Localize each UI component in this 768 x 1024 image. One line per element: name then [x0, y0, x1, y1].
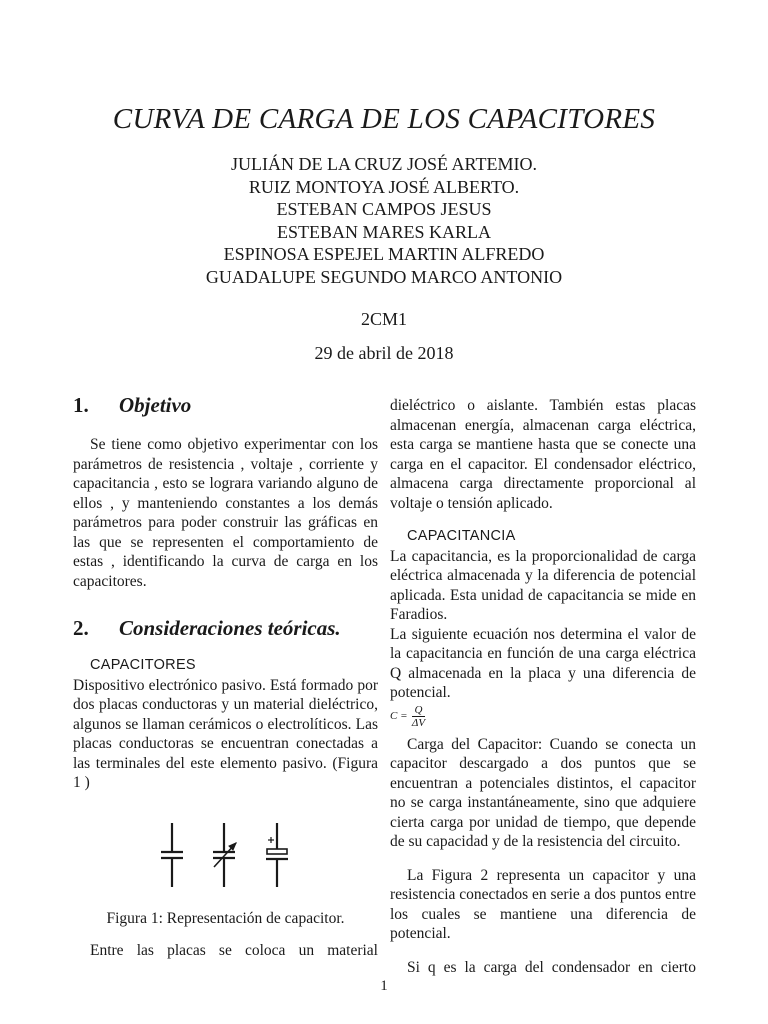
paper-title: CURVA DE CARGA DE LOS CAPACITORES — [112, 103, 656, 135]
right-column — [390, 396, 696, 977]
figura-2-paragraph: La Figura 2 representa un capacitor y una resistencia conectados en serie a dos puntos entre los cuales se mantiene una diferencia de potencial. — [390, 866, 697, 942]
paper-date: 29 de abril de 2018 — [314, 343, 454, 363]
group-code: 2CM1 — [360, 309, 407, 329]
variable-capacitor-symbol — [213, 823, 236, 887]
formula-lhs: C = — [390, 709, 408, 722]
capacitancia-paragraph-2: La siguiente ecuación nos determina el valor de la capacitancia en función de una carga eléctrica Q almacenada en la placa y una diferencia de potencial. — [390, 625, 696, 701]
subheading-capacitores: CAPACITORES — [90, 657, 196, 673]
figure-1-caption: Figura 1: Representación de capacitor. — [106, 909, 345, 927]
fixed-capacitor-symbol — [161, 823, 183, 887]
author-name: GUADALUPE SEGUNDO MARCO ANTONIO — [205, 266, 563, 287]
formula-fraction — [412, 704, 426, 729]
section-number: 2. — [73, 616, 89, 640]
left-column-last-line: Entre las placas se coloca un material — [90, 942, 378, 959]
capacitor-symbols-diagram — [73, 823, 378, 895]
author-name: ESTEBAN MARES KARLA — [276, 221, 491, 242]
left-column — [73, 392, 378, 961]
section-heading-objetivo — [73, 392, 378, 419]
author-name: JULIÁN DE LA CRUZ JOSÉ ARTEMIO. — [231, 154, 537, 174]
section-title: Objetivo — [119, 393, 192, 417]
objetivo-paragraph: Se tiene como objetivo experimentar con los parámetros de resistencia , voltaje , corriente y capacitancia , esto se lograra variando alguno de ellos , y manteniendo constantes a los demás parámetros para poder construir las gráficas en las que se representen el comportamiento de estas , identificando la curva de carga en los capacitores. — [73, 436, 378, 590]
dielectrico-continuation: dieléctrico o aislante. También estas placas almacenan energía, almacenan carga eléctrica, esta carga se mantiene hasta que se conecte una carga en el capacitor. El condensador eléctrico, almacena carga directamente proporcional al voltaje o tensión aplicado. — [390, 397, 696, 512]
section-heading-consideraciones — [73, 615, 378, 642]
capacitor-symbols-figure — [73, 823, 378, 895]
section-number: 1. — [73, 393, 89, 417]
author-name: RUIZ MONTOYA JOSÉ ALBERTO. — [248, 176, 520, 197]
page-number: 1 — [380, 978, 388, 994]
section-title: Consideraciones teóricas. — [119, 616, 341, 640]
carga-capacitor-paragraph: Carga del Capacitor: Cuando se conecta un capacitor descargado a dos puntos que se encuentran a potenciales distintos, el capacitor no se carga instantáneamente, sino que adquiere cierta carga por unidad de tiempo, que depende de su capacidad y de la resistencia del circuito. — [390, 735, 696, 850]
right-column-last-line: Si q es la carga del condensador en cierto — [407, 958, 696, 976]
author-name: ESTEBAN CAMPOS JESUS — [276, 199, 492, 219]
capacitores-paragraph: Dispositivo electrónico pasivo. Está formado por dos placas conductoras y un material dieléctrico, algunos se llaman cerámicos o electrolíticos. Las placas conductoras se encuentran conectadas a las terminales del este elemento pasivo. (Figura 1 ) — [73, 676, 378, 791]
author-list — [0, 153, 768, 288]
electrolytic-capacitor-symbol — [266, 823, 288, 887]
formula-denominator: ΔV — [411, 717, 426, 729]
author-name: ESPINOSA ESPEJEL MARTIN ALFREDO — [223, 244, 545, 264]
capacitance-formula — [390, 704, 696, 730]
subheading-capacitancia: CAPACITANCIA — [407, 528, 516, 544]
capacitancia-paragraph-1: La capacitancia, es la proporcionalidad de carga eléctrica almacenada y la diferencia de potencial aplicada. Esta unidad de capacitancia se mide en Faradios. — [390, 547, 696, 623]
formula-numerator: Q — [412, 704, 426, 717]
